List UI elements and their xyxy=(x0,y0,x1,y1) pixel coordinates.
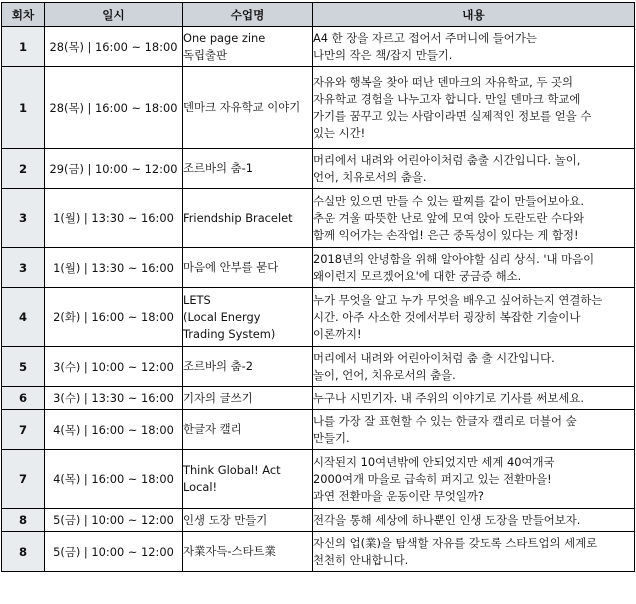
table-row xyxy=(2,149,635,189)
class-description xyxy=(313,67,635,149)
class-description-line: 2018년의 안녕함을 위해 알아야할 심리 상식. '내 마음이 xyxy=(313,251,595,266)
session-datetime: 2(화) | 16:00 ~ 18:00 xyxy=(45,288,183,347)
class-description xyxy=(313,532,635,572)
class-name-line: 덴마크 자유학교 이야기 xyxy=(183,100,301,114)
class-description-line: 있는 시간! xyxy=(313,125,366,140)
table-row xyxy=(2,67,635,149)
class-description xyxy=(313,450,635,509)
session-datetime: 3(수) | 10:00 ~ 12:00 xyxy=(45,347,183,387)
class-description-line: 왜이런지 모르겠어요'에 대한 궁금증 해소. xyxy=(313,268,522,283)
class-description xyxy=(313,347,635,387)
table-row xyxy=(2,347,635,387)
class-description-line: 나를 가장 잘 표현할 수 있는 한글자 캘리로 더블어 숲 xyxy=(313,413,577,428)
class-description xyxy=(313,509,635,532)
class-description-line: 수실만 있으면 만들 수 있는 팔찌를 같이 만들어보아요. xyxy=(313,193,585,208)
class-name xyxy=(183,67,313,149)
session-datetime: 3(수) | 13:30 ~ 16:00 xyxy=(45,387,183,410)
session-number: 7 xyxy=(2,410,45,450)
session-datetime: 5(금) | 10:00 ~ 12:00 xyxy=(45,509,183,532)
class-description-line: 만들기. xyxy=(313,430,350,445)
session-datetime: 4(목) | 16:00 ~ 18:00 xyxy=(45,450,183,509)
class-name xyxy=(183,288,313,347)
session-datetime: 1(월) | 13:30 ~ 16:00 xyxy=(45,189,183,248)
class-description-line: 천천히 안내합니다. xyxy=(313,552,409,567)
class-name xyxy=(183,387,313,410)
class-description-line: 과연 전환마을 운동이란 무엇일까? xyxy=(313,488,484,503)
session-datetime: 4(목) | 16:00 ~ 18:00 xyxy=(45,410,183,450)
class-name-line: 조르바의 춤-2 xyxy=(183,359,253,373)
class-name-line: Think Global! Act xyxy=(183,463,281,477)
session-number: 1 xyxy=(2,27,45,67)
session-number: 8 xyxy=(2,532,45,572)
class-name-line: (Local Energy xyxy=(183,309,261,324)
class-description-line: 놀이, 언어, 치유로서의 춤을. xyxy=(313,367,456,382)
table-row xyxy=(2,450,635,509)
session-number: 3 xyxy=(2,189,45,248)
table-row xyxy=(2,532,635,572)
header-class-name: 수업명 xyxy=(183,3,313,27)
session-datetime: 29(금) | 10:00 ~ 12:00 xyxy=(45,149,183,189)
table-row xyxy=(2,387,635,410)
class-description-line: 머리에서 내려와 어린아이처럼 춤출 시간입니다. 놀이, xyxy=(313,152,581,167)
class-name-line: Friendship Bracelet xyxy=(183,210,293,225)
table-row xyxy=(2,27,635,67)
class-description-line: 자유와 행복을 찾아 떠난 덴마크의 자유학교, 두 곳의 xyxy=(313,74,574,89)
class-name-line: 한글자 캘리 xyxy=(183,422,242,436)
header-datetime: 일시 xyxy=(45,3,183,27)
session-datetime: 5(금) | 10:00 ~ 12:00 xyxy=(45,532,183,572)
class-description-line: 자유학교 경험을 나누고자 합니다. 만일 덴마크 학교에 xyxy=(313,91,581,106)
session-number: 4 xyxy=(2,288,45,347)
table-row xyxy=(2,189,635,248)
class-name-line: One page zine xyxy=(183,30,266,45)
class-name xyxy=(183,532,313,572)
class-description xyxy=(313,248,635,288)
class-description xyxy=(313,288,635,347)
session-number: 8 xyxy=(2,509,45,532)
table-row xyxy=(2,509,635,532)
session-number: 2 xyxy=(2,149,45,189)
table-row xyxy=(2,248,635,288)
class-name xyxy=(183,347,313,387)
class-name xyxy=(183,509,313,532)
class-description xyxy=(313,387,635,410)
class-description-line: 머리에서 내려와 어린아이처럼 춤 출 시간입니다. xyxy=(313,350,555,365)
class-name xyxy=(183,410,313,450)
table-row xyxy=(2,410,635,450)
class-description-line: 시작된지 10여년밖에 안되었지만 세계 40여개국 xyxy=(313,454,555,469)
class-name-line: LETS xyxy=(183,292,211,307)
class-name xyxy=(183,189,313,248)
class-description-line: 언어, 치유로서의 춤을. xyxy=(313,169,427,184)
session-datetime: 1(월) | 13:30 ~ 16:00 xyxy=(45,248,183,288)
class-description-line: 나만의 작은 책/잡지 만들기. xyxy=(313,47,453,62)
class-name-line: Local! xyxy=(183,480,218,494)
class-description xyxy=(313,149,635,189)
class-name-line: 조르바의 춤-1 xyxy=(183,161,253,175)
session-number: 3 xyxy=(2,248,45,288)
class-name-line: Trading System) xyxy=(183,326,276,341)
session-number: 1 xyxy=(2,67,45,149)
session-datetime: 28(목) | 16:00 ~ 18:00 xyxy=(45,67,183,149)
class-description-line: 시간. 아주 사소한 것에서부터 굉장히 복잡한 기술이나 xyxy=(313,309,581,324)
class-description xyxy=(313,27,635,67)
table-row xyxy=(2,288,635,347)
class-description-line: 추운 겨울 따뜻한 난로 앞에 모여 앉아 도란도란 수다와 xyxy=(313,210,585,225)
session-datetime: 28(목) | 16:00 ~ 18:00 xyxy=(45,27,183,67)
class-name-line: 독립출판 xyxy=(183,47,228,62)
schedule-table xyxy=(1,2,635,572)
class-description-line: 자신의 업(業)을 탐색할 자유를 갖도록 스타트업의 세계로 xyxy=(313,535,598,550)
class-description-line: 전각을 통해 세상에 하나뿐인 인생 도장을 만들어보자. xyxy=(313,512,581,527)
session-number: 5 xyxy=(2,347,45,387)
header-content: 내용 xyxy=(313,3,635,27)
class-description-line: 함께 익어가는 손작업! 은근 중독성이 있다는 게 함정! xyxy=(313,227,579,242)
class-description-line: A4 한 장을 자르고 접어서 주머니에 들어가는 xyxy=(313,30,537,45)
class-name-line: 인생 도장 만들기 xyxy=(183,512,268,527)
class-description-line: 이론까지! xyxy=(313,326,362,341)
session-number: 7 xyxy=(2,450,45,509)
class-name-line: 기자의 글쓰기 xyxy=(183,390,253,405)
class-name-line: 마음에 안부를 묻다 xyxy=(183,260,279,274)
class-description xyxy=(313,189,635,248)
class-description-line: 2000여개 마을로 급속히 퍼지고 있는 전환마을! xyxy=(313,471,552,486)
class-description-line: 가기를 꿈꾸고 있는 사람이라면 실제적인 정보를 얻을 수 xyxy=(313,108,592,123)
class-description xyxy=(313,410,635,450)
header-session: 회차 xyxy=(2,3,45,27)
class-name xyxy=(183,27,313,67)
class-name xyxy=(183,149,313,189)
class-name xyxy=(183,450,313,509)
header-row xyxy=(2,3,635,27)
class-description-line: 누구나 시민기자. 내 주위의 이야기로 기사를 써보세요. xyxy=(313,390,585,405)
class-name xyxy=(183,248,313,288)
class-name-line: 자業자득-스타트業 xyxy=(183,544,276,558)
session-number: 6 xyxy=(2,387,45,410)
class-description-line: 누가 무엇을 알고 누가 무엇을 배우고 싶어하는지 연결하는 xyxy=(313,292,603,307)
